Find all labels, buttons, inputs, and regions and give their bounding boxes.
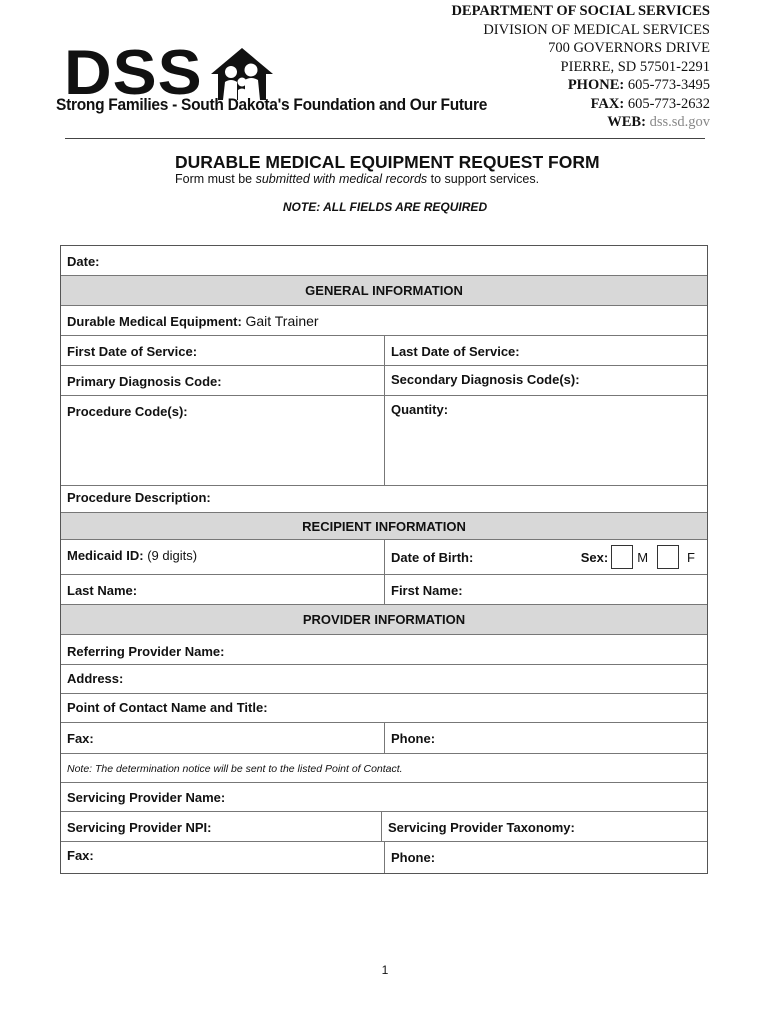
poc-label: Point of Contact Name and Title: bbox=[67, 700, 268, 715]
form-subtitle bbox=[175, 172, 539, 186]
npi-field[interactable] bbox=[61, 812, 382, 841]
form-title: DURABLE MEDICAL EQUIPMENT REQUEST FORM bbox=[175, 152, 600, 172]
request-form bbox=[60, 245, 708, 874]
header-divider bbox=[65, 138, 705, 139]
referring-provider-row[interactable] bbox=[61, 635, 707, 665]
dme-cell[interactable] bbox=[61, 306, 707, 335]
fax-label: Fax: bbox=[67, 731, 94, 746]
servicing-provider-row[interactable] bbox=[61, 783, 707, 812]
division-name: DIVISION OF MEDICAL SERVICES bbox=[483, 21, 710, 38]
secondary-diagnosis-field[interactable] bbox=[385, 366, 707, 395]
first-dos-label: First Date of Service: bbox=[67, 344, 198, 359]
taxonomy-label: Servicing Provider Taxonomy: bbox=[388, 820, 575, 835]
recipient-info-header bbox=[61, 513, 707, 540]
dept-name: DEPARTMENT OF SOCIAL SERVICES bbox=[451, 3, 710, 19]
provider-info-title: PROVIDER INFORMATION bbox=[302, 612, 466, 627]
servicing-fax-phone-row bbox=[61, 842, 707, 873]
sex-label: Sex: bbox=[580, 549, 609, 565]
referring-provider-label: Referring Provider Name: bbox=[67, 644, 225, 659]
procedure-codes-label: Procedure Code(s): bbox=[67, 404, 188, 419]
logo-text: DSS bbox=[64, 36, 203, 108]
secondary-dx-label: Secondary Diagnosis Code(s): bbox=[391, 372, 580, 387]
primary-diagnosis-field[interactable] bbox=[61, 366, 385, 395]
servicing-phone-field[interactable] bbox=[385, 842, 707, 873]
taxonomy-field[interactable] bbox=[382, 812, 707, 841]
fax-line bbox=[451, 95, 710, 114]
medicaid-row bbox=[61, 540, 707, 575]
npi-taxonomy-row bbox=[61, 812, 707, 842]
servicing-fax-field[interactable] bbox=[61, 842, 385, 873]
name-row bbox=[61, 575, 707, 605]
page-number: 1 bbox=[381, 963, 389, 977]
phone2-label: Phone: bbox=[391, 850, 436, 865]
referring-fax-field[interactable] bbox=[61, 723, 385, 753]
sex-m-checkbox[interactable] bbox=[611, 545, 633, 569]
service-dates-row bbox=[61, 336, 707, 366]
web-link[interactable]: dss.sd.gov bbox=[649, 114, 710, 130]
web-label: WEB: bbox=[607, 114, 646, 130]
web-line bbox=[451, 113, 710, 132]
phone-line bbox=[451, 76, 710, 95]
procedure-row bbox=[61, 396, 707, 486]
fax-label: FAX: bbox=[590, 95, 625, 112]
last-date-of-service-field[interactable] bbox=[385, 336, 707, 365]
dme-label: Durable Medical Equipment: bbox=[67, 314, 242, 329]
logo-tagline: Strong Families - South Dakota's Foundation and Our Future bbox=[56, 96, 488, 114]
agency-header bbox=[451, 2, 710, 132]
procedure-codes-field[interactable] bbox=[61, 396, 385, 485]
servicing-provider-label: Servicing Provider Name: bbox=[67, 790, 226, 805]
required-note: NOTE: ALL FIELDS ARE REQUIRED bbox=[282, 200, 488, 214]
provider-info-header bbox=[61, 605, 707, 635]
referring-phone-field[interactable] bbox=[385, 723, 707, 753]
determination-note: Note: The determination notice will be sent to the listed Point of Contact. bbox=[67, 763, 403, 775]
determination-note-row bbox=[61, 754, 707, 783]
sex-selector bbox=[581, 545, 701, 569]
address-label: Address: bbox=[67, 671, 124, 686]
medicaid-label: Medicaid ID: bbox=[67, 548, 144, 563]
first-date-of-service-field[interactable] bbox=[61, 336, 385, 365]
diagnosis-row bbox=[61, 366, 707, 396]
quantity-label: Quantity: bbox=[391, 402, 449, 417]
street-address: 700 GOVERNORS DRIVE bbox=[548, 40, 710, 56]
procedure-description-row[interactable] bbox=[61, 486, 707, 513]
last-dos-label: Last Date of Service: bbox=[391, 344, 520, 359]
dob-sex-cell bbox=[385, 540, 707, 574]
last-name-label: Last Name: bbox=[67, 583, 138, 598]
subtitle-post: to support services. bbox=[427, 172, 540, 186]
city-state-zip: PIERRE, SD 57501-2291 bbox=[560, 58, 710, 75]
quantity-field[interactable] bbox=[385, 396, 707, 485]
first-name-label: First Name: bbox=[391, 583, 463, 598]
first-name-field[interactable] bbox=[385, 575, 707, 604]
date-label: Date: bbox=[67, 254, 100, 269]
primary-dx-label: Primary Diagnosis Code: bbox=[67, 374, 222, 389]
referring-fax-phone-row bbox=[61, 723, 707, 754]
date-row[interactable] bbox=[61, 246, 707, 276]
medicaid-id-field[interactable] bbox=[61, 540, 385, 574]
recipient-info-title: RECIPIENT INFORMATION bbox=[302, 518, 466, 534]
phone-number: 605-773-3495 bbox=[627, 77, 710, 93]
fax-number: 605-773-2632 bbox=[627, 95, 710, 112]
general-info-title: GENERAL INFORMATION bbox=[305, 283, 463, 298]
procedure-description-label: Procedure Description: bbox=[67, 490, 211, 505]
sex-f-label: F bbox=[687, 549, 695, 565]
subtitle-emphasis: submitted with medical records bbox=[255, 172, 428, 186]
fax2-label: Fax: bbox=[67, 848, 94, 863]
dme-value[interactable]: Gait Trainer bbox=[245, 313, 319, 329]
subtitle-pre: Form must be bbox=[175, 172, 256, 186]
npi-label: Servicing Provider NPI: bbox=[67, 820, 212, 835]
phone-label: Phone: bbox=[391, 731, 436, 746]
phone-label: PHONE: bbox=[567, 77, 625, 93]
medicaid-hint: (9 digits) bbox=[147, 548, 198, 563]
dob-label[interactable]: Date of Birth: bbox=[391, 549, 474, 565]
general-info-header bbox=[61, 276, 707, 306]
address-row[interactable] bbox=[61, 665, 707, 694]
sex-f-checkbox[interactable] bbox=[657, 545, 679, 569]
last-name-field[interactable] bbox=[61, 575, 385, 604]
dme-row[interactable] bbox=[61, 306, 707, 336]
sex-m-label: M bbox=[637, 549, 649, 565]
point-of-contact-row[interactable] bbox=[61, 694, 707, 723]
